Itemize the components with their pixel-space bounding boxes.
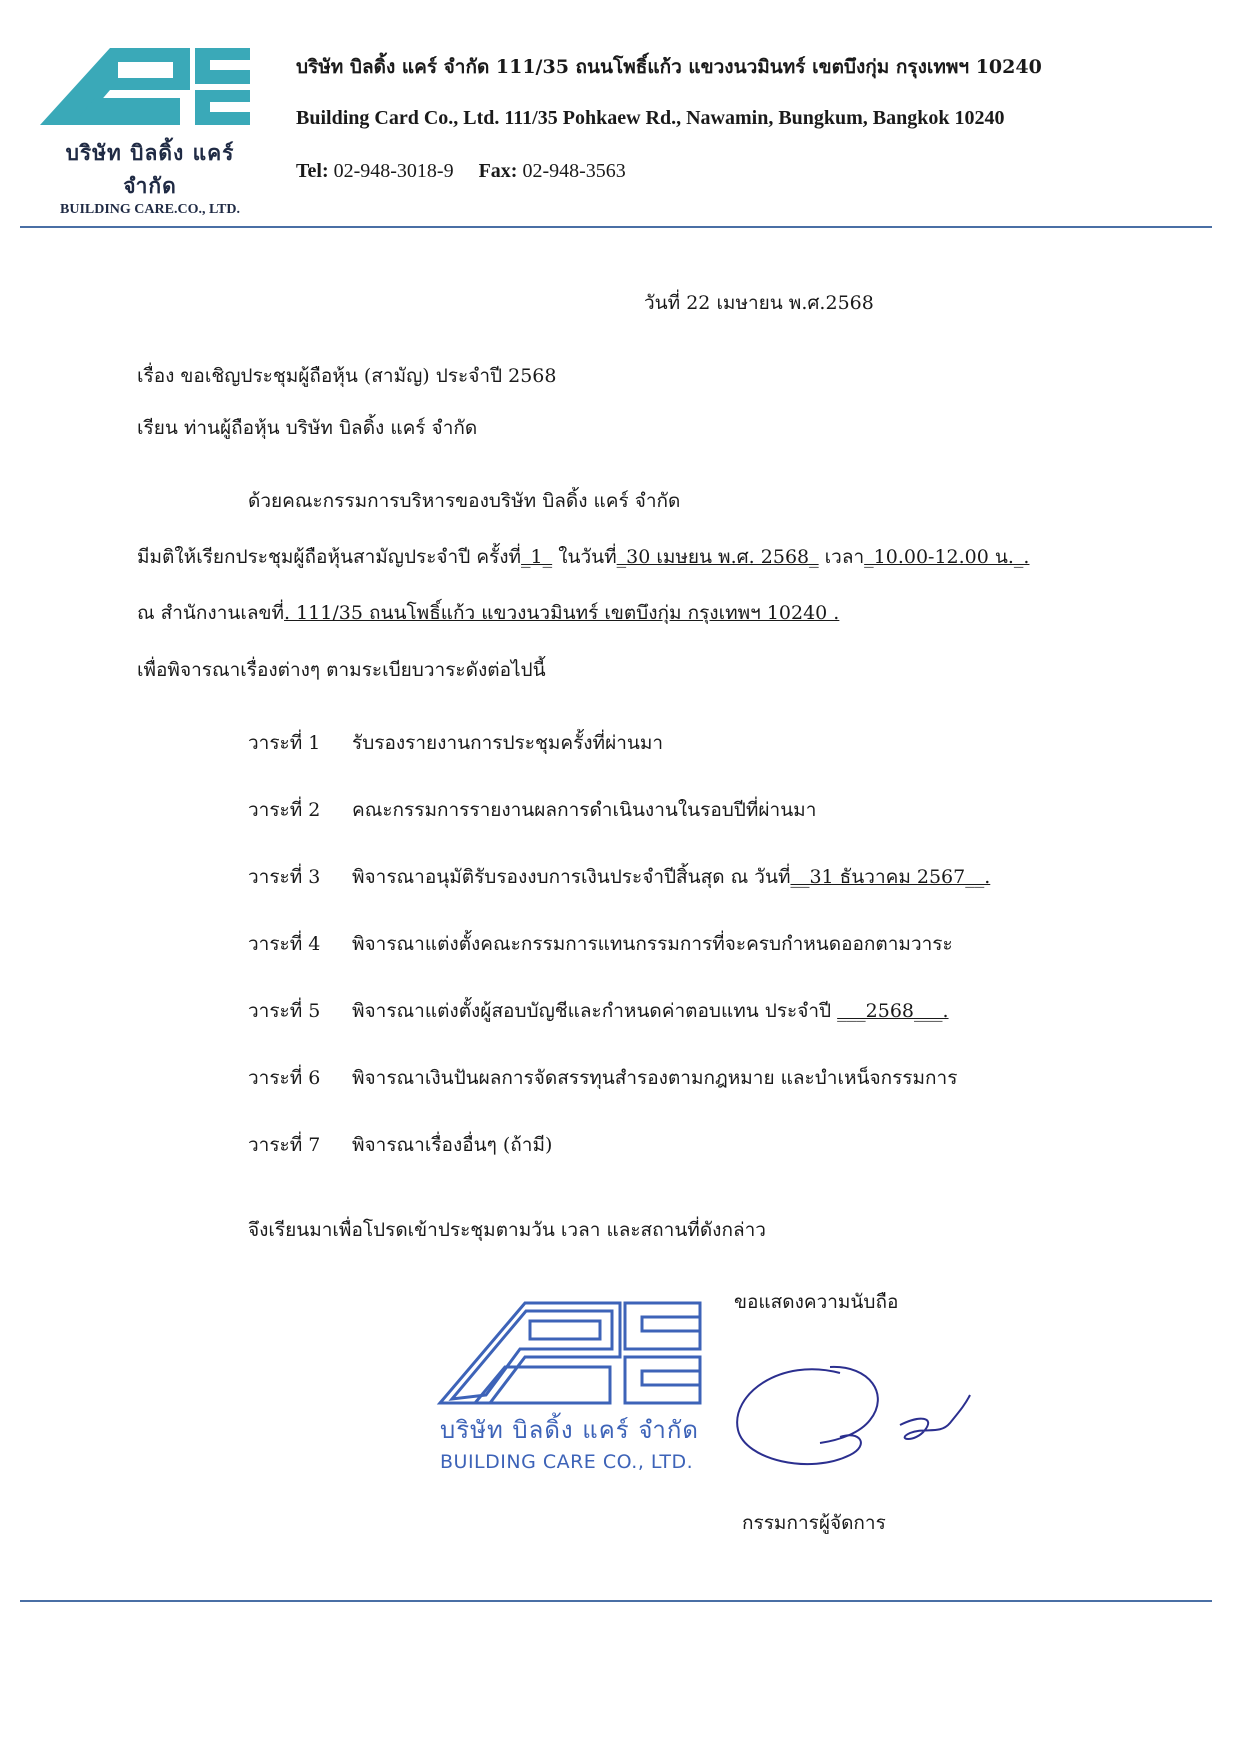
agenda-text-main: พิจารณาอนุมัติรับรองงบการเงินประจำปีสิ้นสุด ณ วันที่ <box>352 866 791 888</box>
company-stamp <box>430 1295 760 1473</box>
agenda-number: วาระที่ 6 <box>248 1067 321 1089</box>
closing-sentence: จึงเรียนมาเพื่อโปรดเข้าประชุมตามวัน เวลา และสถานที่ดังกล่าว <box>248 1219 766 1241</box>
meeting-time: _10.00-12.00 น._. <box>864 546 1030 568</box>
tel-value: 02-948-3018-9 <box>333 160 454 182</box>
agenda-number: วาระที่ 1 <box>248 732 321 754</box>
agenda-number: วาระที่ 3 <box>248 866 321 888</box>
paragraph-agenda-intro: เพื่อพิจารณาเรื่องต่างๆ ตามระเบียบวาระดังต่อไปนี้ <box>137 659 546 681</box>
agenda-text: พิจารณาแต่งตั้งคณะกรรมการแทนกรรมการที่จะครบกำหนดออกตามวาระ <box>352 933 953 955</box>
location-address: . 111/35 ถนนโพธิ์แก้ว แขวงนวมินทร์ เขตบึงกุ่ม กรุงเทพฯ 10240 . <box>284 602 840 624</box>
logo-english-name: BUILDING CARE.CO., LTD. <box>60 202 240 217</box>
meeting-text-a: มีมติให้เรียกประชุมผู้ถือหุ้นสามัญประจำปี ครั้งที่ <box>137 546 522 568</box>
stamp-logo-icon <box>430 1295 710 1410</box>
paragraph-location <box>137 598 839 628</box>
agenda-text: รับรองรายงานการประชุมครั้งที่ผ่านมา <box>352 732 664 754</box>
footer-divider <box>20 1600 1212 1602</box>
logo-thai-name: บริษัท บิลดิ้ง แคร์ จำกัด <box>65 140 235 198</box>
signer-title: กรรมการผู้จัดการ <box>742 1512 886 1534</box>
agenda-number: วาระที่ 7 <box>248 1134 321 1156</box>
agenda-number: วาระที่ 5 <box>248 1000 321 1022</box>
header-divider <box>20 226 1212 228</box>
meeting-number: _1_ <box>521 546 553 568</box>
meeting-date: _30 เมษยน พ.ศ. 2568_ <box>616 546 819 568</box>
paragraph-meeting <box>137 542 1029 572</box>
meeting-text-c: เวลา <box>824 546 865 568</box>
letter-subject: เรื่อง ขอเชิญประชุมผู้ถือหุ้น (สามัญ) ประจำปี 2568 <box>137 365 557 387</box>
logo-mark-icon <box>40 40 260 135</box>
company-logo <box>40 40 260 218</box>
agenda-number: วาระที่ 4 <box>248 933 321 955</box>
fax-label: Fax: <box>478 160 518 182</box>
agenda-fill-date: __31 ธันวาคม 2567__. <box>790 866 991 888</box>
letter-recipient: เรียน ท่านผู้ถือหุ้น บริษัท บิลดิ้ง แคร์ จำกัด <box>137 417 478 439</box>
agenda-fill-year: ___2568___. <box>837 1000 949 1022</box>
signature-icon <box>720 1355 1000 1485</box>
meeting-text-b: ในวันที่ <box>558 546 617 568</box>
agenda-text: พิจารณาเรื่องอื่นๆ (ถ้ามี) <box>352 1134 553 1156</box>
location-label: ณ สำนักงานเลขที่ <box>137 602 285 624</box>
agenda-text: พิจารณาเงินปันผลการจัดสรรทุนสำรองตามกฎหมาย และบำเหน็จกรรมการ <box>352 1067 958 1089</box>
letter-date: วันที่ 22 เมษายน พ.ศ.2568 <box>644 292 874 314</box>
agenda-number: วาระที่ 2 <box>248 799 321 821</box>
regards: ขอแสดงความนับถือ <box>734 1291 899 1313</box>
tel-label: Tel: <box>296 160 329 182</box>
header-thai-address: บริษัท บิลดิ้ง แคร์ จำกัด 111/35 ถนนโพธิ์แก้ว แขวงนวมินทร์ เขตบึงกุ่ม กรุงเทพฯ 10240 <box>296 56 1042 78</box>
agenda-text <box>352 862 990 892</box>
header-contact <box>296 160 626 183</box>
agenda-text: คณะกรรมการรายงานผลการดำเนินงานในรอบปีที่ผ่านมา <box>352 799 817 821</box>
agenda-text <box>352 996 949 1026</box>
stamp-thai-name: บริษัท บิลดิ้ง แคร์ จำกัด <box>440 1416 699 1444</box>
header-english-address: Building Card Co., Ltd. 111/35 Pohkaew Rd., Nawamin, Bungkum, Bangkok 10240 <box>296 107 1005 129</box>
stamp-english-name: BUILDING CARE CO., LTD. <box>440 1451 694 1473</box>
agenda-text-main: พิจารณาแต่งตั้งผู้สอบบัญชีและกำหนดค่าตอบแทน ประจำปี <box>352 1000 832 1022</box>
fax-value: 02-948-3563 <box>522 160 626 182</box>
paragraph-intro: ด้วยคณะกรรมการบริหารของบริษัท บิลดิ้ง แคร์ จำกัด <box>248 490 681 512</box>
